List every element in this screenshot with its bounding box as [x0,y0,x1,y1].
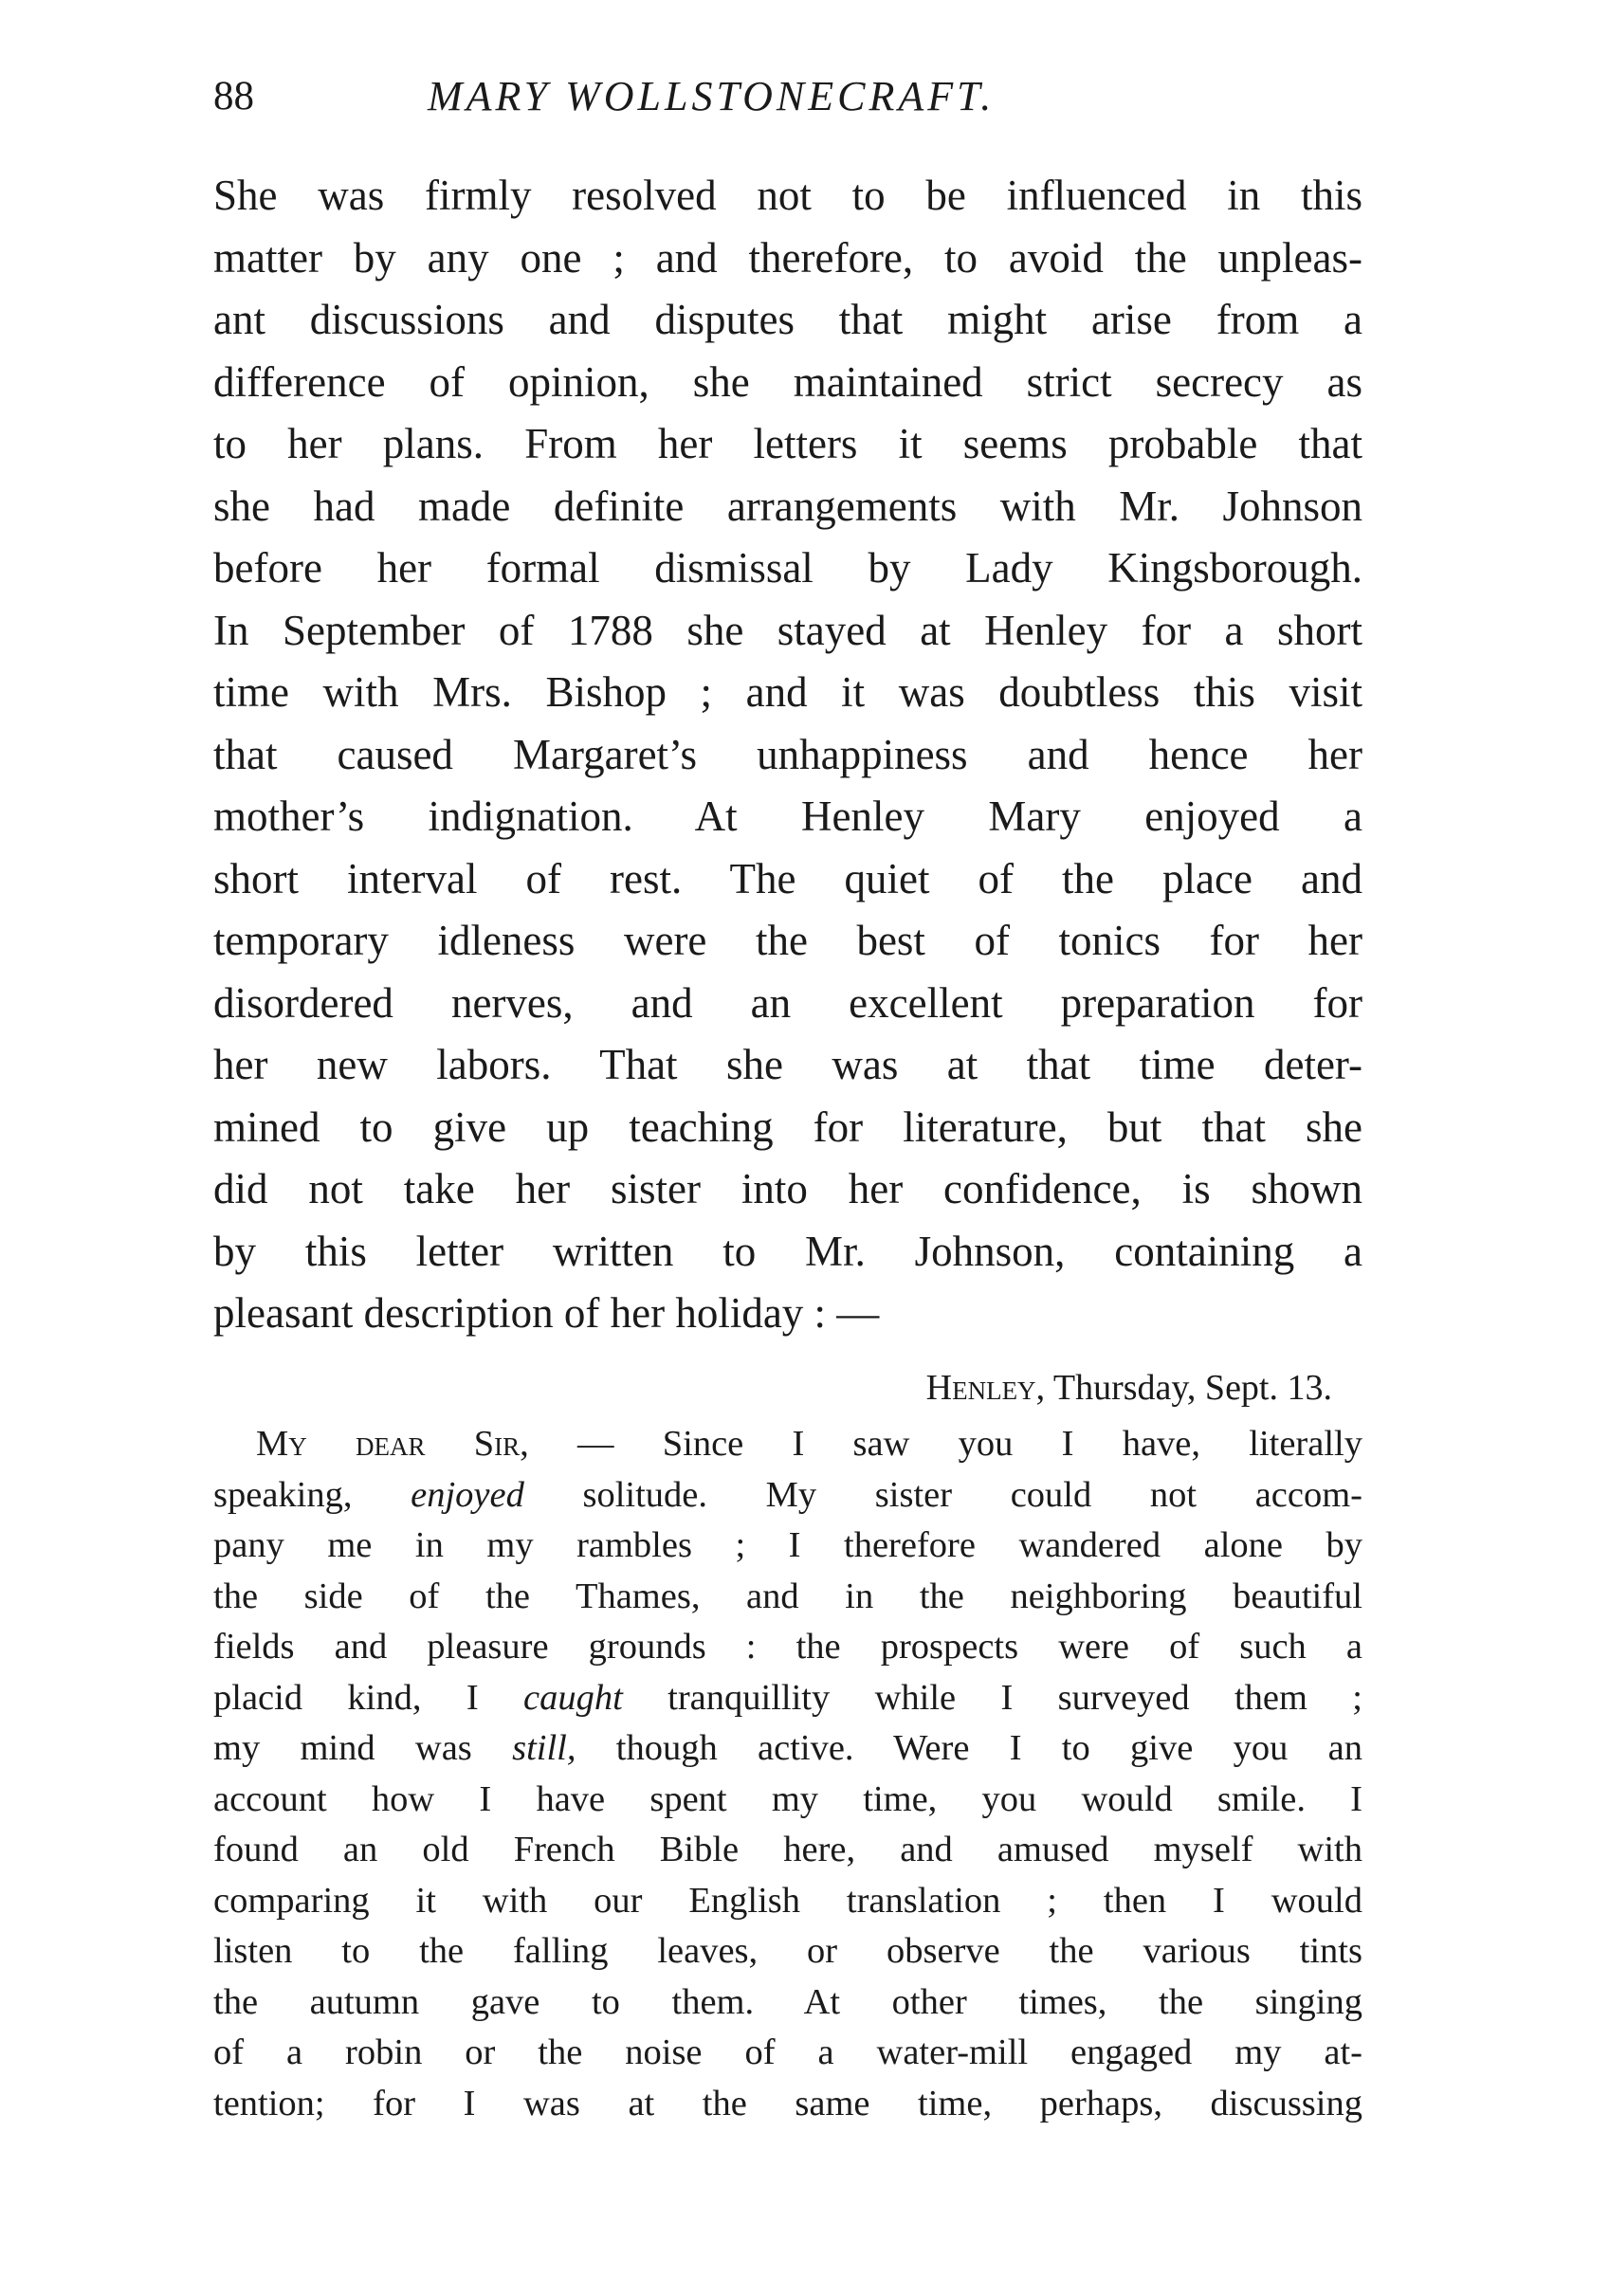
body-paragraph [213,165,1362,1345]
letter-text: placid kind, I [213,1677,524,1718]
body-line: short interval of rest. The quiet of the place and [213,854,1362,902]
letter-text: though active. Were I to give you an [576,1728,1362,1768]
body-line: difference of opinion, she maintained strict secrecy as [213,357,1362,406]
letter-line: pany me in my rambles ; I therefore wandered alone by [213,1525,1362,1565]
letter-emphasis: caught [523,1677,623,1718]
running-head [213,68,1370,125]
body-line: disordered nerves, and an excellent preparation for [213,978,1362,1027]
letter-text: speaking, [213,1474,411,1515]
letter-text: — Since I saw you I have, literally [528,1424,1362,1464]
body-line: did not take her sister into her confidence, is shown [213,1165,1362,1212]
body-line: mother’s indignation. At Henley Mary enjoyed a [213,793,1362,840]
letter-text: solitude. My sister could not accom- [523,1474,1362,1515]
body-line: In September of 1788 she stayed at Henley for a short [213,606,1362,654]
body-line: by this letter written to Mr. Johnson, containing a [213,1227,1362,1275]
letter-line: the autumn gave to them. At other times, the singing [213,1981,1362,2022]
dateline-date: , Thursday, Sept. 13. [1035,1368,1332,1408]
body-line: She was firmly resolved not to be influenced in this [213,172,1362,219]
body-line: to her plans. From her letters it seems probable that [213,420,1362,467]
letter-line: listen to the falling leaves, or observe the various tints [213,1931,1362,1971]
letter-body [213,1419,1362,2129]
letter-line: tention; for I was at the same time, perhaps, discussing [213,2083,1362,2123]
body-line: matter by any one ; and therefore, to avoid the unpleas- [213,233,1362,282]
letter-line: account how I have spent my time, you would smile. I [213,1778,1362,1819]
letter-line: comparing it with our English translation ; then I would [213,1880,1362,1921]
body-line: ant discussions and disputes that might arise from a [213,296,1362,343]
body-line: she had made definite arrangements with Mr. Johnson [213,482,1362,530]
page-number: 88 [213,74,254,118]
letter-line [213,1673,1362,1724]
letter-line: the side of the Thames, and in the neighboring beautiful [213,1576,1362,1616]
body-line: her new labors. That she was at that time deter- [213,1041,1362,1088]
body-line: mined to give up teaching for literature, but that she [213,1102,1362,1151]
letter-line [213,1419,1362,1470]
letter-emphasis: enjoyed [411,1474,524,1515]
letter-text: tranquillity while I surveyed them ; [622,1677,1362,1718]
body-line: pleasant description of her holiday : — [213,1289,880,1337]
letter-line [213,1470,1362,1522]
letter-text: my mind was [213,1728,513,1768]
body-line: before her formal dismissal by Lady Kingsborough. [213,544,1362,592]
dateline-place: Henley [925,1368,1036,1408]
body-line: that caused Margaret’s unhappiness and hence her [213,730,1362,778]
letter-line [213,1723,1362,1775]
body-line: temporary idleness were the best of tonics for her [213,917,1362,964]
letter-emphasis: still, [512,1728,576,1768]
letter-salutation: My dear Sir, [256,1424,529,1464]
running-title: MARY WOLLSTONECRAFT. [428,73,996,119]
body-line: time with Mrs. Bishop ; and it was doubtless this visit [213,668,1362,716]
letter-line: fields and pleasure grounds : the prospects were of such a [213,1627,1362,1667]
letter-line: of a robin or the noise of a water-mill engaged my at- [213,2032,1362,2072]
letter-dateline [213,1362,1362,1414]
letter-line: found an old French Bible here, and amused myself with [213,1830,1362,1869]
